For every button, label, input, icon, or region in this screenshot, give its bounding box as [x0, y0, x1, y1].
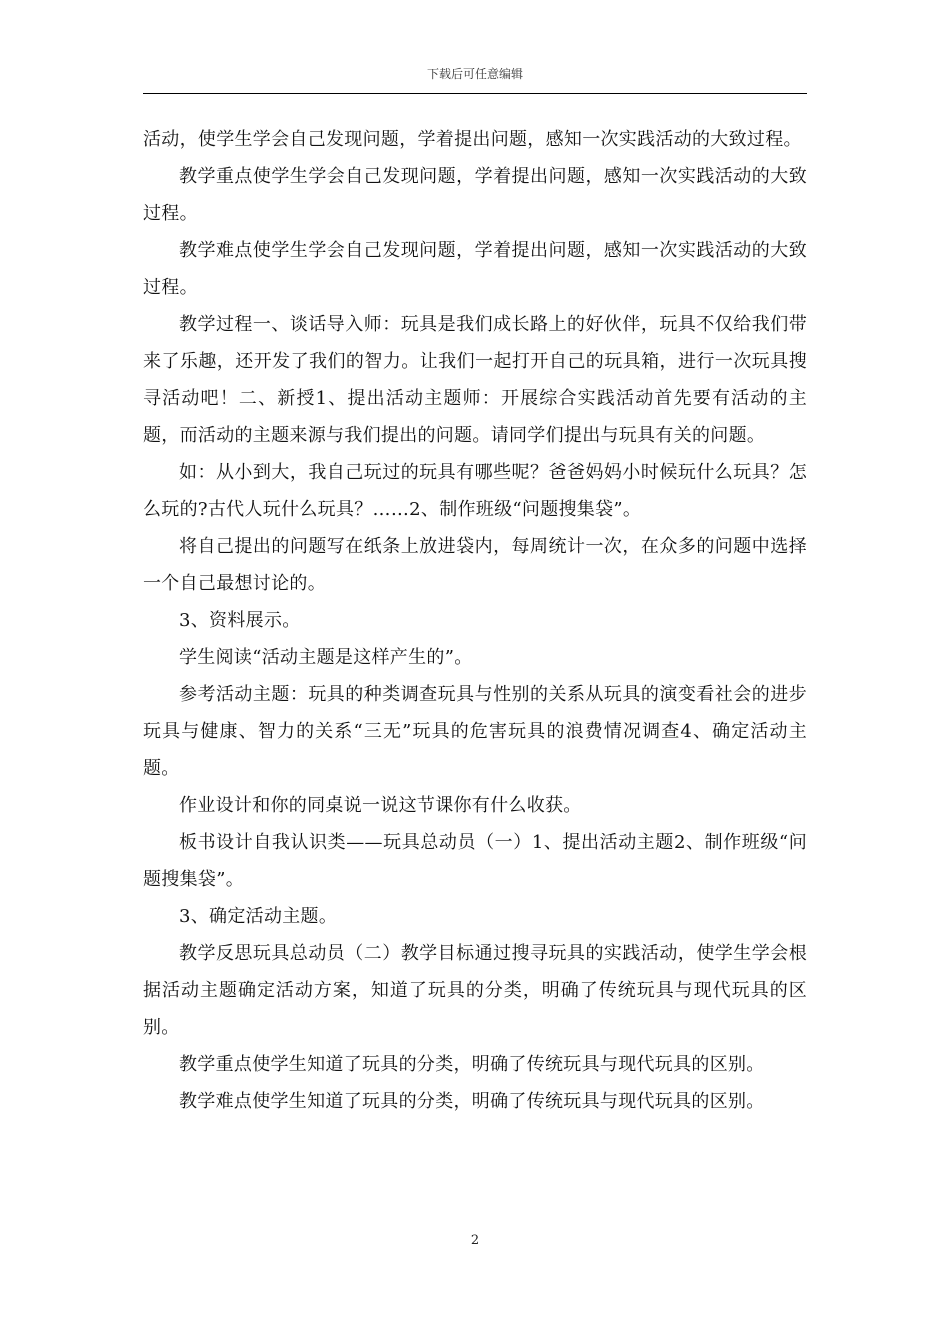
paragraph-student-reading: 学生阅读“活动主题是这样产生的”。 — [179, 647, 473, 668]
paragraph-difficulty-part-two: 教学难点使学生知道了玩具的分类，明确了传统玩具与现代玩具的区别。 — [179, 1091, 765, 1112]
document-body — [143, 121, 807, 1120]
paragraph-continuation: 活动，使学生学会自己发现问题，学着提出问题，感知一次实践活动的大致过程。 — [143, 129, 802, 150]
paragraph-teaching-focus: 教学重点使学生学会自己发现问题，学着提出问题，感知一次实践活动的大致过程。 — [143, 166, 807, 224]
paragraph-example-questions: 如：从小到大，我自己玩过的玩具有哪些呢？爸爸妈妈小时候玩什么玩具？怎么玩的?古代人玩什么玩具？……2、制作班级“问题搜集袋”。 — [143, 462, 807, 520]
paragraph-board-design: 板书设计自我认识类——玩具总动员（一）1、提出活动主题2、制作班级“问题搜集袋”。 — [143, 832, 807, 890]
paragraph-reference-topics: 参考活动主题：玩具的种类调查玩具与性别的关系从玩具的演变看社会的进步玩具与健康、智力的关系“三无”玩具的危害玩具的浪费情况调查4、确定活动主题。 — [143, 684, 807, 779]
paragraph-teaching-reflection: 教学反思玩具总动员（二）教学目标通过搜寻玩具的实践活动，使学生学会根据活动主题确定活动方案，知道了玩具的分类，明确了传统玩具与现代玩具的区别。 — [143, 943, 807, 1038]
paragraph-materials-display: 3、资料展示。 — [179, 610, 301, 631]
paragraph-homework: 作业设计和你的同桌说一说这节课你有什么收获。 — [179, 795, 582, 816]
header-divider — [143, 93, 807, 94]
paragraph-question-bag: 将自己提出的问题写在纸条上放进袋内，每周统计一次，在众多的问题中选择一个自己最想讨论的。 — [143, 536, 807, 594]
paragraph-teaching-process: 教学过程一、谈话导入师：玩具是我们成长路上的好伙伴，玩具不仅给我们带来了乐趣，还开发了我们的智力。让我们一起打开自己的玩具箱，进行一次玩具搜寻活动吧！二、新授1、提出活动主题师：开展综合实践活动首先要有活动的主题，而活动的主题来源与我们提出的问题。请同学们提出与玩具有关的问题。 — [143, 314, 807, 446]
page-header-note: 下载后可任意编辑 — [426, 67, 523, 81]
paragraph-teaching-difficulty: 教学难点使学生学会自己发现问题，学着提出问题，感知一次实践活动的大致过程。 — [143, 240, 807, 298]
page-number: 2 — [470, 1233, 480, 1248]
paragraph-focus-part-two: 教学重点使学生知道了玩具的分类，明确了传统玩具与现代玩具的区别。 — [179, 1054, 765, 1075]
paragraph-confirm-topic: 3、确定活动主题。 — [179, 906, 338, 927]
